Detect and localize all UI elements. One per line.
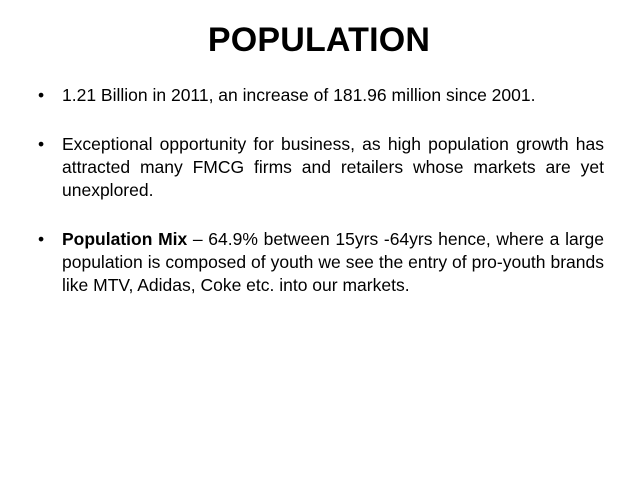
bullet-text: 1.21 Billion in 2011, an increase of 181.96 million since 2001. [62,85,536,105]
bullet-item-business-opportunity [38,133,604,202]
bullet-text: Exceptional opportunity for business, as high population growth has attracted many FMCG firms and retailers whose markets are yet unexplored. [62,134,604,200]
bullet-lead-text: Population Mix [62,229,188,249]
bullet-glyph: • [38,134,45,154]
bullet-list [38,84,604,323]
bullet-glyph: • [38,85,45,105]
slide-title: POPULATION [207,21,431,59]
bullet-glyph: • [38,229,45,249]
bullet-text: – 64.9% between 15yrs -64yrs hence, where a large population is composed of youth we see the entry of pro-youth brands like MTV, Adidas, Coke etc. into our markets. [62,229,604,295]
bullet-item-population-count [38,84,604,107]
bullet-item-population-mix [38,228,604,297]
